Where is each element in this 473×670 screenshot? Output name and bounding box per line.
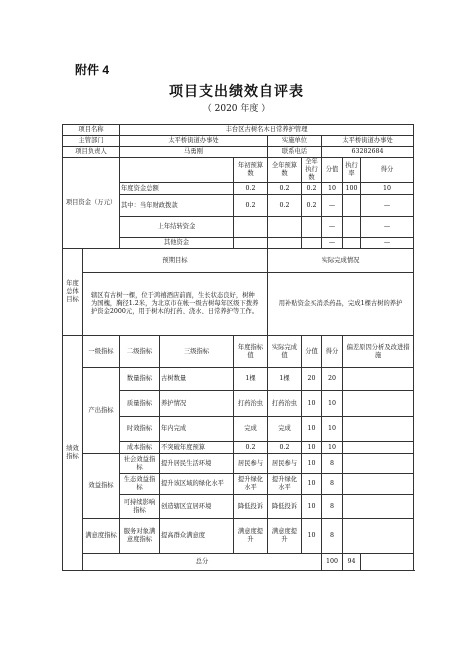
perf-weight: 10 (302, 391, 322, 417)
perf-target: 0.2 (234, 442, 268, 454)
attachment-label: 附件 4 (75, 63, 110, 77)
perf-actual: 满意度提升 (268, 519, 302, 554)
impl-unit-label: 实施单位 (268, 136, 322, 147)
lead-row (63, 147, 414, 158)
funds-cell: — (361, 238, 414, 249)
funds-cell: 0.2 (234, 183, 268, 195)
perf-note (343, 495, 414, 519)
funds-cell: — (322, 195, 343, 217)
lead-value: 马勇刚 (120, 147, 268, 158)
funds-cell (302, 238, 322, 249)
impl-unit-value: 太平桥街道办事处 (322, 136, 414, 147)
perf-header-l2: 二级指标 (120, 336, 160, 368)
perf-score: 20 (322, 368, 343, 391)
perf-l3: 古树数量 (160, 368, 234, 391)
total-note (361, 554, 414, 571)
funds-cell: 0.2 (268, 183, 302, 195)
funds-cell (234, 217, 268, 238)
perf-l2: 服务对象满意度指标 (120, 519, 160, 554)
perf-target: 降低投诉 (234, 495, 268, 519)
perf-target: 完成 (234, 417, 268, 442)
total-label: 总分 (83, 554, 322, 571)
funds-row-label: 上年结转资金 (120, 217, 234, 238)
perf-note (343, 368, 414, 391)
perf-l3: 提升该区域的绿化水平 (160, 474, 234, 495)
funds-cell: 0.2 (302, 195, 322, 217)
perf-score: 8 (322, 454, 343, 474)
perf-l2: 时效指标 (120, 417, 160, 442)
funds-row-label: 其他资金 (120, 238, 234, 249)
funds-header-rate: 执行率 (343, 158, 361, 183)
perf-score: 8 (322, 519, 343, 554)
perf-actual: 1棵 (268, 368, 302, 391)
perf-target: 居民参与 (234, 454, 268, 474)
funds-header-initial: 年初预算数 (234, 158, 268, 183)
perf-l2: 数量指标 (120, 368, 160, 391)
perf-weight: 10 (302, 454, 322, 474)
perf-note (343, 454, 414, 474)
perf-l2: 生态效益指标 (120, 474, 160, 495)
perf-header-l3: 三级指标 (160, 336, 234, 368)
perf-header-target: 年度指标值 (234, 336, 268, 368)
perf-l2: 成本指标 (120, 442, 160, 454)
perf-note (343, 442, 414, 454)
funds-header-executed: 全年执行数 (302, 158, 322, 183)
phone-label: 联系电话 (268, 147, 322, 158)
perf-row (63, 368, 414, 391)
perf-weight: 10 (302, 495, 322, 519)
perf-row (63, 519, 414, 554)
funds-cell: — (361, 217, 414, 238)
funds-header-row (63, 158, 414, 183)
perf-l2: 可持续影响指标 (120, 495, 160, 519)
perf-l2: 质量指标 (120, 391, 160, 417)
goals-content-row (63, 273, 414, 336)
goals-label: 年度总体目标 (63, 249, 83, 336)
project-name-value: 丰台区古树名木日常养护管理 (120, 125, 414, 136)
goals-header-row (63, 249, 414, 273)
funds-header-annual: 全年预算数 (268, 158, 302, 183)
dept-value: 太平桥街道办事处 (120, 136, 268, 147)
perf-actual: 完成 (268, 417, 302, 442)
project-name-label: 项目名称 (63, 125, 120, 136)
perf-target: 满意度提升 (234, 519, 268, 554)
funds-cell: 100 (343, 183, 361, 195)
perf-note (343, 519, 414, 554)
funds-cell: — (322, 238, 343, 249)
funds-cell (268, 217, 302, 238)
funds-cell (268, 238, 302, 249)
funds-cell (302, 217, 322, 238)
output-label: 产出指标 (83, 368, 120, 454)
funds-cell (343, 238, 361, 249)
funds-cell: — (322, 217, 343, 238)
perf-header-row (63, 336, 414, 368)
perf-weight: 10 (302, 442, 322, 454)
perf-note (343, 474, 414, 495)
perf-l2: 社会效益指标 (120, 454, 160, 474)
perf-actual: 居民参与 (268, 454, 302, 474)
perf-score: 8 (322, 474, 343, 495)
perf-actual: 打药治虫 (268, 391, 302, 417)
perf-weight: 10 (302, 474, 322, 495)
perf-actual: 降低投诉 (268, 495, 302, 519)
perf-score: 10 (322, 442, 343, 454)
perf-actual: 0.2 (268, 442, 302, 454)
effect-label: 效益指标 (83, 454, 120, 519)
perf-header-actual: 实际完成值 (268, 336, 302, 368)
perf-header-note: 偏差原因分析及改进措施 (343, 336, 414, 368)
funds-cell: — (361, 195, 414, 217)
department-row (63, 136, 414, 147)
goals-actual-text: 用补贴资金买消杀药品，完成1棵古树的养护 (268, 273, 414, 336)
phone-value: 63282684 (322, 147, 414, 158)
form-subtitle: （ 2020 年度 ） (202, 104, 271, 114)
perf-l3: 提升居民生活环境 (160, 454, 234, 474)
perf-header-score: 得分 (322, 336, 343, 368)
perf-l3: 年内完成 (160, 417, 234, 442)
funds-cell: 0.2 (234, 195, 268, 217)
funds-cell: 10 (322, 183, 343, 195)
total-score: 94 (343, 554, 361, 571)
goals-expected-header: 预期目标 (83, 249, 268, 273)
total-row (63, 554, 414, 571)
perf-note (343, 417, 414, 442)
project-name-row (63, 125, 414, 136)
perf-l3: 养护情况 (160, 391, 234, 417)
perf-target: 提升绿化水平 (234, 474, 268, 495)
perf-header-l1: 一级指标 (83, 336, 120, 368)
goals-actual-header: 实际完成情况 (268, 249, 414, 273)
form-title: 项目支出绩效自评表 (169, 84, 304, 100)
perf-actual: 提升绿化水平 (268, 474, 302, 495)
funds-label: 项目资金（万元） (63, 158, 120, 249)
perf-note (343, 391, 414, 417)
perf-score: 10 (322, 391, 343, 417)
perf-score: 10 (322, 417, 343, 442)
perf-target: 1棵 (234, 368, 268, 391)
perf-weight: 10 (302, 519, 322, 554)
perf-row (63, 454, 414, 474)
perf-l3: 提高群众满意度 (160, 519, 234, 554)
evaluation-table (62, 124, 414, 571)
funds-header-blank (120, 158, 234, 183)
funds-row-label: 年度资金总额 (120, 183, 234, 195)
perf-l3: 不突破年度预算 (160, 442, 234, 454)
funds-cell: 0.2 (302, 183, 322, 195)
lead-label: 项目负责人 (63, 147, 120, 158)
funds-header-weight: 分值 (322, 158, 343, 183)
perf-header-weight: 分值 (302, 336, 322, 368)
funds-cell (343, 217, 361, 238)
goals-expected-text: 辖区有古树一棵，位于鸿禧酒店前面，生长状态良好，树种为国槐，胸径1.2米，为北京市在帐一级古树每年区级下拨养护资金2000元，用于树木的打药、浇水、日常养护等工作。 (83, 273, 268, 336)
funds-cell (234, 238, 268, 249)
perf-score: 8 (322, 495, 343, 519)
satisfaction-label: 满意度指标 (83, 519, 120, 554)
dept-label: 主管部门 (63, 136, 120, 147)
funds-cell: 10 (361, 183, 414, 195)
funds-header-score: 得分 (361, 158, 414, 183)
funds-row-label: 其中：当年财政拨款 (120, 195, 234, 217)
perf-weight: 10 (302, 417, 322, 442)
perf-weight: 20 (302, 368, 322, 391)
perf-target: 打药治虫 (234, 391, 268, 417)
funds-cell: 0.2 (268, 195, 302, 217)
total-weight: 100 (322, 554, 343, 571)
funds-cell (343, 195, 361, 217)
perf-label: 绩效指标 (63, 336, 83, 571)
perf-l3: 创造辖区宜居环境 (160, 495, 234, 519)
